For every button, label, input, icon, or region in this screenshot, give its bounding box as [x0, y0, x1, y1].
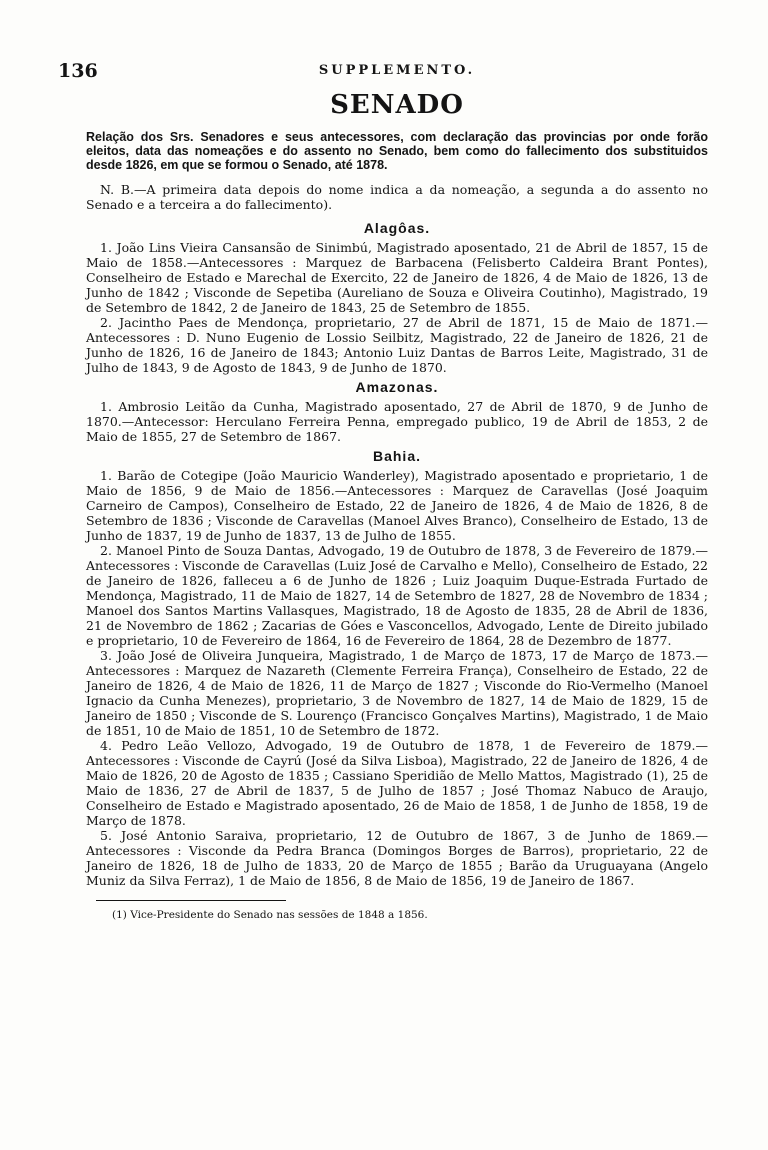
- intro-paragraph: Relação dos Srs. Senadores e seus antecessores, com declaração das provincias por onde forão eleitos, data das nomeações e do assento no Senado, bem como do fallecimento dos substituidos desde 1826, em que se formou o Senado, até 1878.: [86, 130, 708, 172]
- senator-entry: 4. Pedro Leão Vellozo, Advogado, 19 de Outubro de 1878, 1 de Fevereiro de 1879.—Antecessores : Visconde de Cayrú (José da Silva Lisboa), Magistrado, 22 de Janeiro de 1826, 4 de Maio de 1826, 20 de Agosto de 1835 ; Cassiano Speridião de Mello Mattos, Magistrado (1), 25 de Maio de 1836, 27 de Abril de 1837, 5 de Julho de 1857 ; José Thomaz Nabuco de Araujo, Conselheiro de Estado e Magistrado aposentado, 26 de Maio de 1858, 1 de Junho de 1858, 19 de Março de 1878.: [86, 738, 708, 828]
- footnote: (1) Vice-Presidente do Senado nas sessões de 1848 a 1856.: [112, 909, 428, 921]
- senator-entry: 2. Manoel Pinto de Souza Dantas, Advogado, 19 de Outubro de 1878, 3 de Fevereiro de 1879.—Antecessores : Visconde de Caravellas (Luiz José de Carvalho e Mello), Conselheiro de Estado, 22 de Janeiro de 1826, falleceu a 6 de Junho de 1826 ; Luiz Joaquim Duque-Estrada Furtado de Mendonça, Magistrado, 11 de Maio de 1827, 14 de Setembro de 1827, 28 de Novembro de 1834 ; Manoel dos Santos Martins Vallasques, Magistrado, 18 de Agosto de 1835, 28 de Abril de 1836, 21 de Novembro de 1862 ; Zacarias de Góes e Vasconcellos, Advogado, Lente de Direito jubilado e proprietario, 10 de Fevereiro de 1864, 16 de Fevereiro de 1864, 28 de Dezembro de 1877.: [86, 543, 708, 648]
- province-heading-amazonas: Amazonas.: [355, 379, 439, 395]
- senator-entry: 2. Jacintho Paes de Mendonça, proprietario, 27 de Abril de 1871, 15 de Maio de 1871.—Antecessores : D. Nuno Eugenio de Lossio Seilbitz, Magistrado, 22 de Janeiro de 1826, 21 de Junho de 1826, 16 de Janeiro de 1843; Antonio Luiz Dantas de Barros Leite, Magistrado, 31 de Julho de 1843, 9 de Agosto de 1843, 9 de Junho de 1870.: [86, 315, 708, 375]
- page-header: [58, 60, 708, 82]
- document-title: SENADO: [330, 90, 464, 120]
- senator-entry: 1. Barão de Cotegipe (João Mauricio Wanderley), Magistrado aposentado e proprietario, 1 de Maio de 1856, 9 de Maio de 1856.—Antecessores : Marquez de Caravellas (José Joaquim Carneiro de Campos), Conselheiro de Estado, 22 de Janeiro de 1826, 4 de Maio de 1826, 8 de Setembro de 1836 ; Visconde de Caravellas (Manoel Alves Branco), Conselheiro de Estado, 13 de Junho de 1837, 19 de Junho de 1837, 13 de Julho de 1855.: [86, 468, 708, 543]
- senator-entry: 5. José Antonio Saraiva, proprietario, 12 de Outubro de 1867, 3 de Junho de 1869.—Antecessores : Visconde da Pedra Branca (Domingos Borges de Barros), proprietario, 22 de Janeiro de 1826, 18 de Julho de 1833, 20 de Março de 1855 ; Barão da Uruguayana (Angelo Muniz da Silva Ferraz), 1 de Maio de 1856, 8 de Maio de 1856, 19 de Janeiro de 1867.: [86, 828, 708, 888]
- footnote-divider: [96, 900, 286, 901]
- province-heading-bahia: Bahia.: [372, 448, 421, 464]
- running-title: SUPPLEMENTO.: [318, 63, 476, 78]
- page-number: 136: [58, 60, 98, 82]
- note-paragraph: N. B.—A primeira data depois do nome indica a da nomeação, a segunda a do assento no Senado e a terceira a do fallecimento).: [86, 182, 708, 212]
- senator-entry: 3. João José de Oliveira Junqueira, Magistrado, 1 de Março de 1873, 17 de Março de 1873.—Antecessores : Marquez de Nazareth (Clemente Ferreira França), Conselheiro de Estado, 22 de Janeiro de 1826, 4 de Maio de 1826, 11 de Março de 1827 ; Visconde do Rio-Vermelho (Manoel Ignacio da Cunha Menezes), proprietario, 3 de Novembro de 1827, 14 de Maio de 1829, 15 de Janeiro de 1850 ; Visconde de S. Lourenço (Francisco Gonçalves Martins), Magistrado, 1 de Maio de 1851, 10 de Maio de 1851, 10 de Setembro de 1872.: [86, 648, 708, 738]
- senator-entry: 1. João Lins Vieira Cansansão de Sinimbú, Magistrado aposentado, 21 de Abril de 1857, 15 de Maio de 1858.—Antecessores : Marquez de Barbacena (Felisberto Caldeira Brant Pontes), Conselheiro de Estado e Marechal de Exercito, 22 de Janeiro de 1826, 4 de Maio de 1826, 13 de Junho de 1842 ; Visconde de Sepetiba (Aureliano de Souza e Oliveira Coutinho), Magistrado, 19 de Setembro de 1842, 2 de Janeiro de 1843, 25 de Setembro de 1855.: [86, 240, 708, 315]
- senator-entry: 1. Ambrosio Leitão da Cunha, Magistrado aposentado, 27 de Abril de 1870, 9 de Junho de 1870.—Antecessor: Herculano Ferreira Penna, empregado publico, 19 de Abril de 1853, 2 de Maio de 1855, 27 de Setembro de 1867.: [86, 399, 708, 444]
- page: [58, 60, 708, 921]
- province-heading-alagoas: Alagôas.: [363, 220, 431, 236]
